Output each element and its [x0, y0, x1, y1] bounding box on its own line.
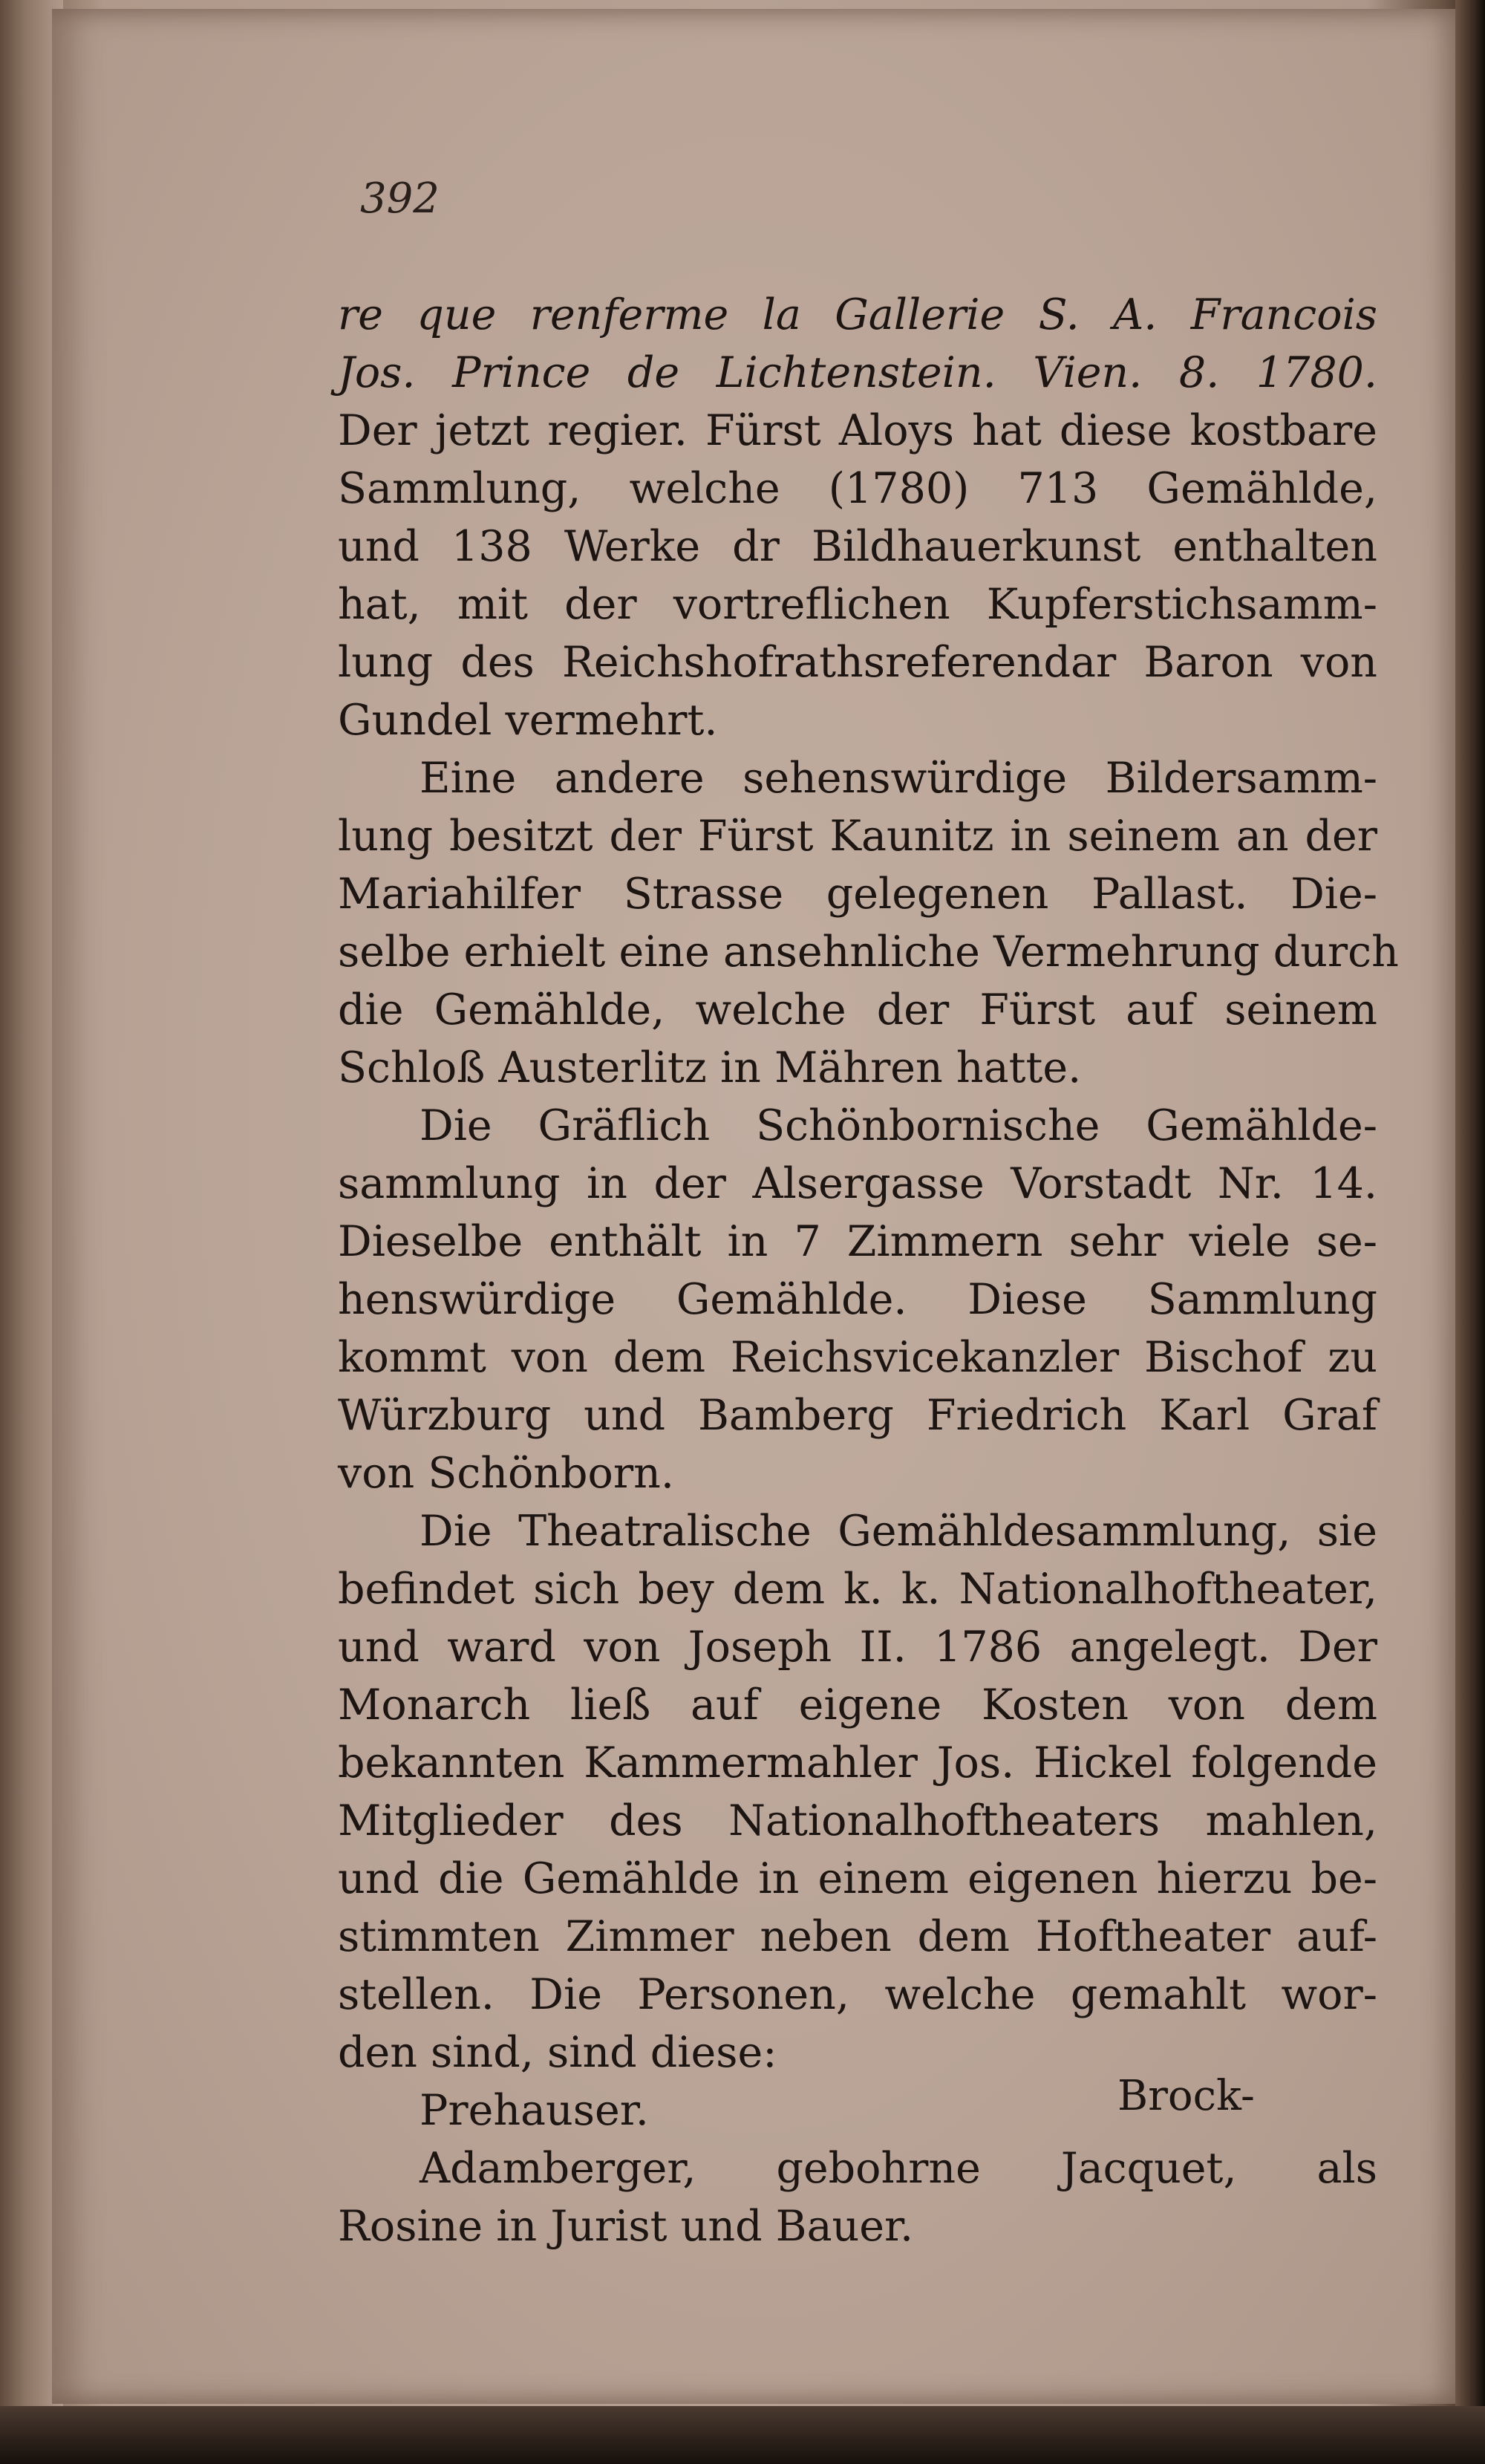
text-line: Dieselbe enthält in 7 Zimmern sehr viele se-: [338, 1217, 1377, 1266]
text-line: und 138 Werke dr Bildhauerkunst enthalten: [338, 522, 1377, 571]
text-line: und ward von Joseph II. 1786 angelegt. Der: [338, 1623, 1377, 1672]
text-line: Rosine in Jurist und Bauer.: [338, 2202, 914, 2251]
text-line: und die Gemählde in einem eigenen hierzu be-: [338, 1854, 1377, 1903]
text-line: von Schönborn.: [338, 1449, 674, 1498]
text-line: re que renferme la Gallerie S. A. Francois: [338, 290, 1377, 339]
text-line: Mitglieder des Nationalhoftheaters mahlen,: [338, 1796, 1377, 1845]
text-line: Gundel vermehrt.: [338, 696, 718, 745]
text-line: lung des Reichshofrathsreferendar Baron von: [338, 638, 1377, 687]
text-line: selbe erhielt eine ansehnliche Vermehrung durch: [338, 928, 1399, 977]
catchword: Brock-: [1117, 2072, 1255, 2120]
text-line: befindet sich bey dem k. k. Nationalhoftheater,: [338, 1565, 1377, 1614]
text-line: Prehauser.: [420, 2086, 649, 2135]
text-line: stellen. Die Personen, welche gemahlt wor-: [338, 1970, 1377, 2019]
page-bottom-shadow: [0, 2406, 1485, 2464]
body-text: [338, 286, 1399, 2255]
text-line: den sind, sind diese:: [338, 2028, 777, 2077]
text-line: henswürdige Gemählde. Diese Sammlung: [338, 1275, 1377, 1324]
text-line: kommt von dem Reichsvicekanzler Bischof zu: [338, 1333, 1377, 1382]
text-line: Mariahilfer Strasse gelegenen Pallast. Die-: [338, 870, 1377, 919]
text-line: Die Theatralische Gemähldesammlung, sie: [420, 1507, 1377, 1556]
page-number: 392: [360, 175, 440, 223]
text-line: Schloß Austerlitz in Mähren hatte.: [338, 1043, 1082, 1092]
text-line: Die Gräflich Schönbornische Gemählde-: [420, 1101, 1377, 1150]
text-line: Sammlung, welche (1780) 713 Gemählde,: [338, 464, 1377, 513]
text-line: stimmten Zimmer neben dem Hoftheater auf-: [338, 1912, 1377, 1961]
text-line: sammlung in der Alsergasse Vorstadt Nr. 14.: [338, 1159, 1377, 1208]
text-line: lung besitzt der Fürst Kaunitz in seinem an der: [338, 812, 1377, 861]
text-line: Jos. Prince de Lichtenstein. Vien. 8. 1780.: [338, 348, 1377, 397]
text-line: die Gemählde, welche der Fürst auf seinem: [338, 985, 1377, 1034]
text-line: Der jetzt regier. Fürst Aloys hat diese kostbare: [338, 406, 1377, 455]
page-right-edge: [1455, 0, 1485, 2464]
text-line: Monarch ließ auf eigene Kosten von dem: [338, 1681, 1377, 1730]
text-line: bekannten Kammermahler Jos. Hickel folgende: [338, 1738, 1377, 1787]
text-line: Eine andere sehenswürdige Bildersamm-: [420, 754, 1377, 803]
text-line: Adamberger, gebohrne Jacquet, als: [420, 2144, 1377, 2193]
text-line: Würzburg und Bamberg Friedrich Karl Graf: [338, 1391, 1377, 1440]
text-line: hat, mit der vortreflichen Kupferstichsamm-: [338, 580, 1377, 629]
